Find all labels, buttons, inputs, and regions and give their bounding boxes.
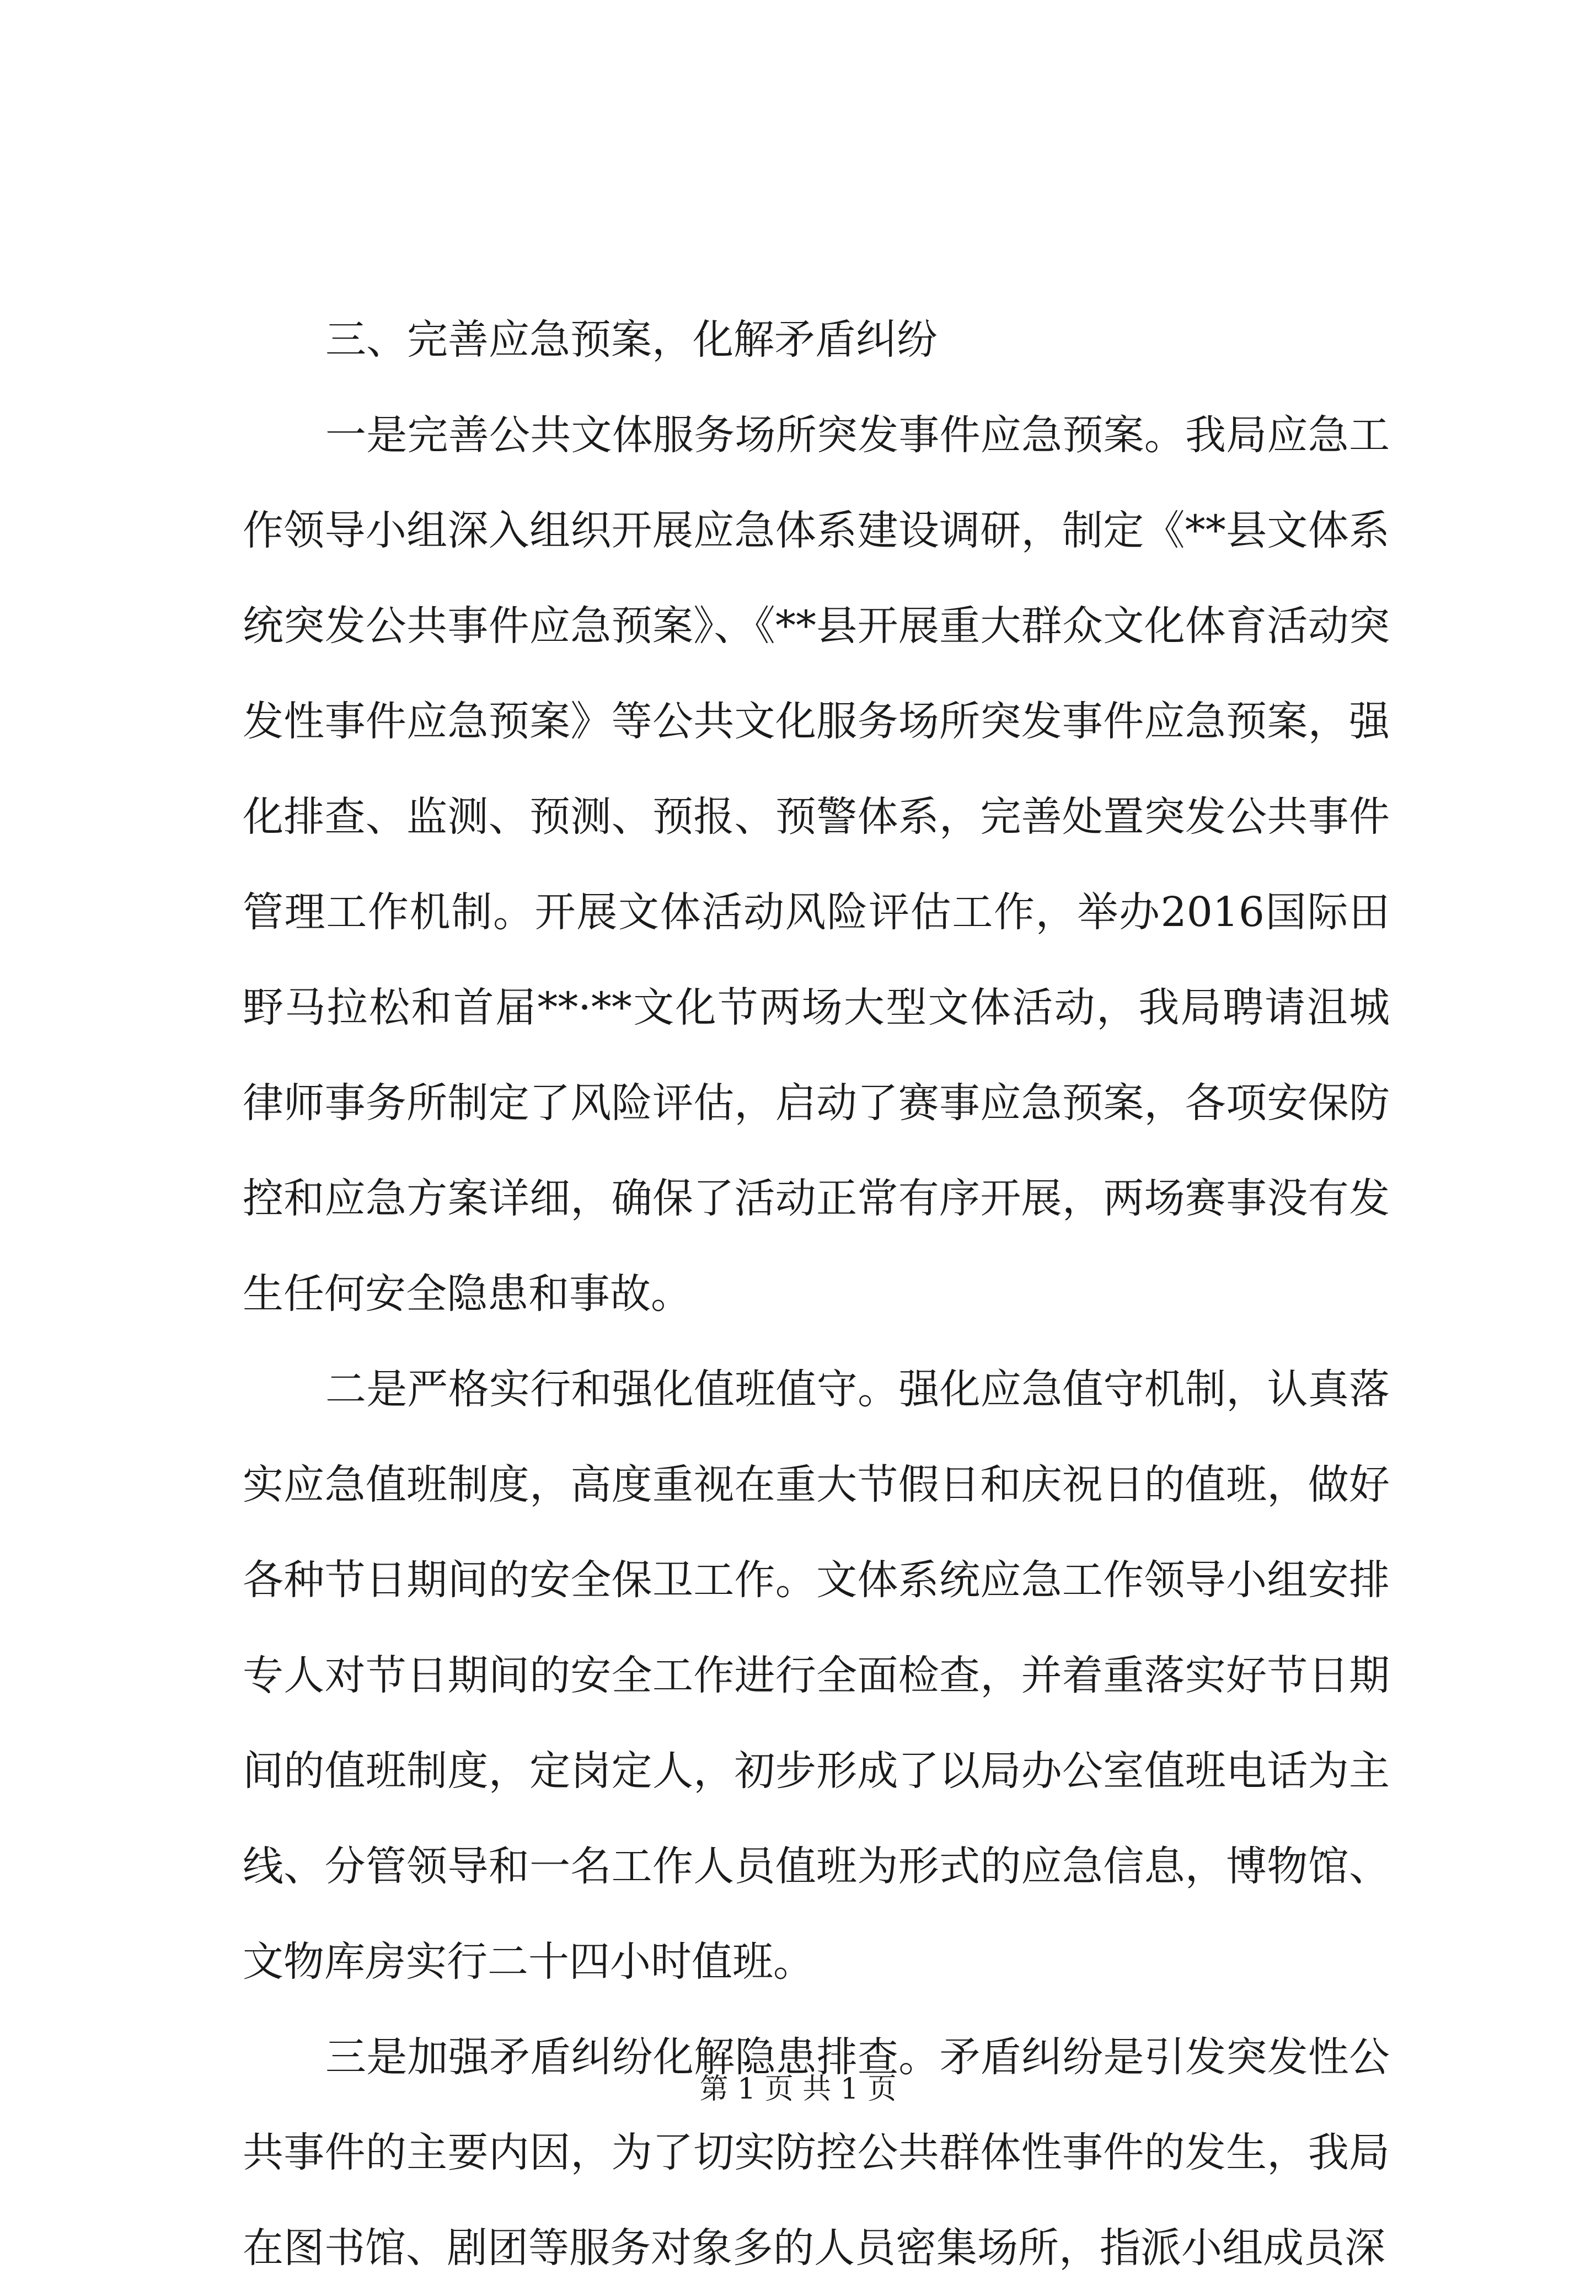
paragraph-1: 一是完善公共文体服务场所突发事件应急预案。我局应急工作领导小组深入组织开展应急体系建设调研，制定《**县文体系统突发公共事件应急预案》、《**县开展重大群众文化体育活动突发性事件应急预案》等公共文化服务场所突发事件应急预案，强化排查、监测、预测、预报、预警体系，完善处置突发公共事件管理工作机制。开展文体活动风险评估工作，举办2016国际田野马拉松和首届**·**文化节两场大型文体活动，我局聘请沮城律师事务所制定了风险评估，启动了赛事应急预案，各项安保防控和应急方案详细，确保了活动正常有序开展，两场赛事没有发生任何安全隐患和事故。 (243, 411, 1390, 1318)
paragraph-2: 二是严格实行和强化值班值守。强化应急值守机制，认真落实应急值班制度，高度重视在重大节假日和庆祝日的值班，做好各种节日期间的安全保卫工作。文体系统应急工作领导小组安排专人对节日期间的安全工作进行全面检查，并着重落实好节日期间的值班制度，定岗定人，初步形成了以局办公室值班电话为主线、分管领导和一名工作人员值班为形式的应急信息，博物馆、文物库房实行二十四小时值班。 (243, 1366, 1390, 1985)
paragraph-3: 三是加强矛盾纠纷化解隐患排查。矛盾纠纷是引发突发性公共事件的主要内因，为了切实防控公共群体性事件的发生，我局在图书馆、剧团等服务对象多的人员密集场所，指派小组成员深 (243, 2033, 1390, 2272)
section-heading: 三、完善应急预案，化解矛盾纠纷 (325, 316, 938, 363)
page-number-footer: 第 1 页 共 1 页 (699, 2073, 897, 2106)
document-body (243, 292, 1390, 2296)
